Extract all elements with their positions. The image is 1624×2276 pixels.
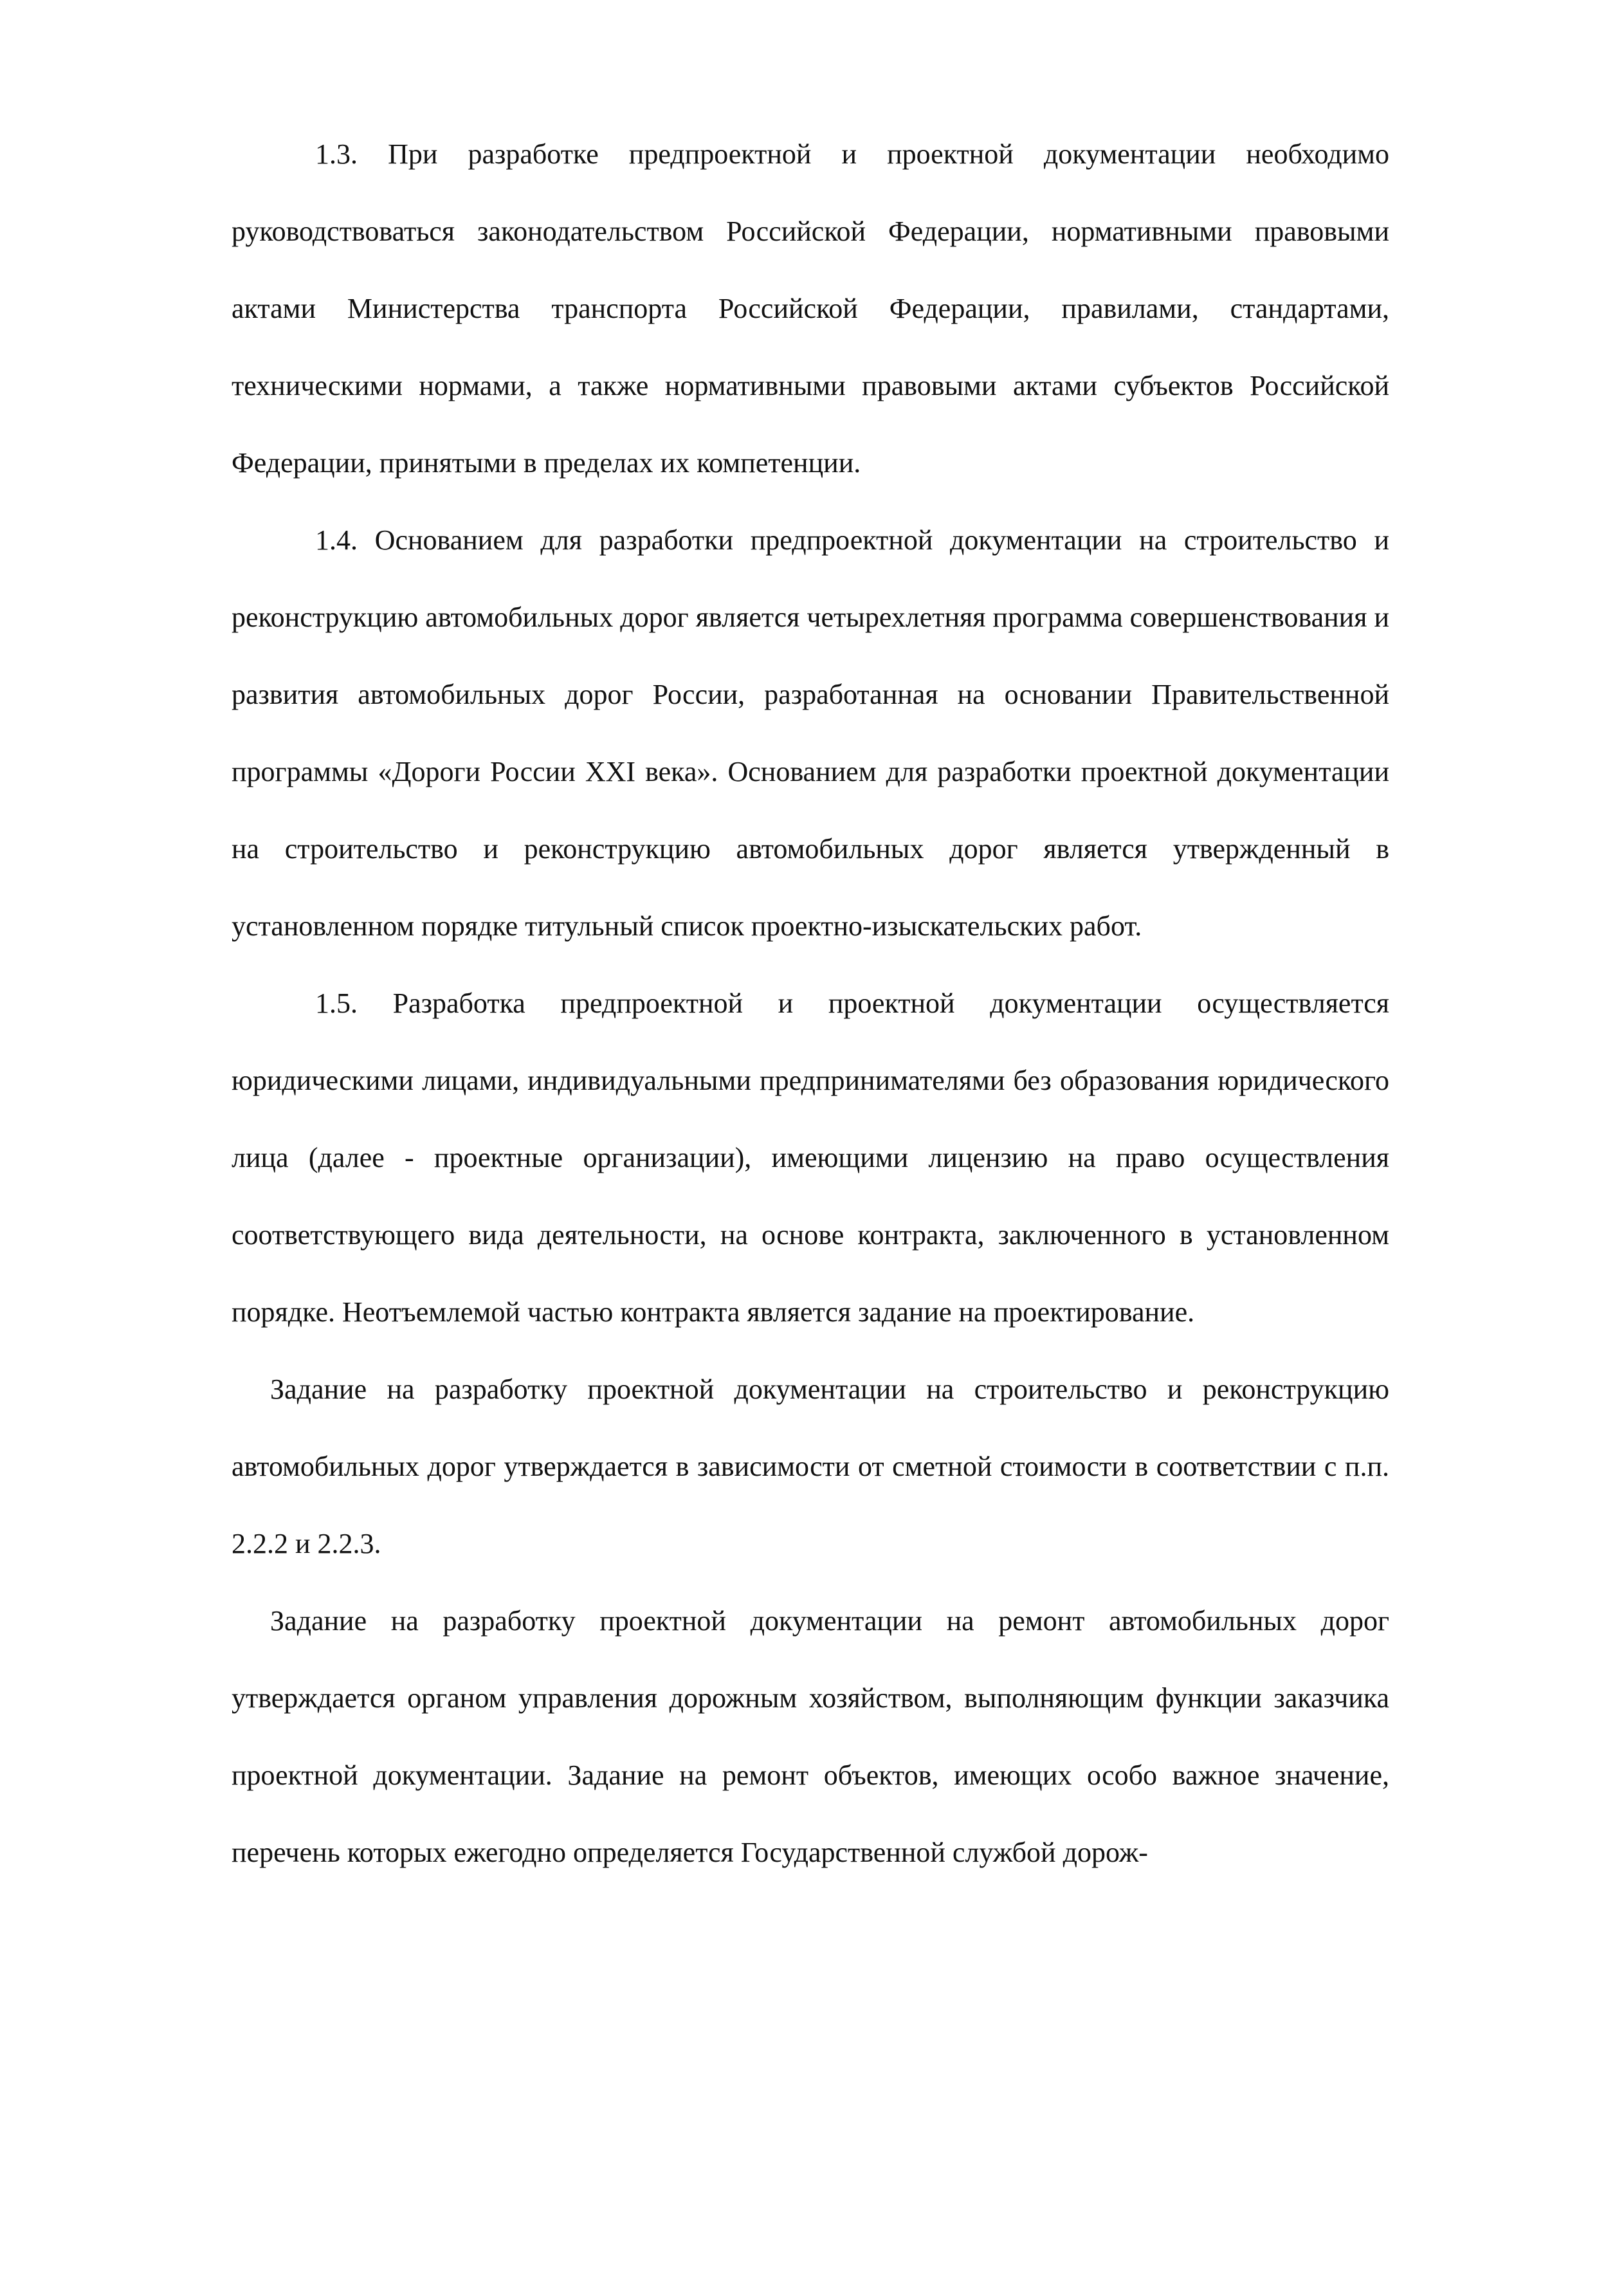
paragraph-1-3: 1.3. При разработке предпроектной и проектной документации необходимо руководствоваться законодательством Российской Федерации, нормативными правовыми актами Министерства транспорта Российской Федерации, правилами, стандартами, техническими нормами, а также нормативными правовыми актами субъектов Российской Федерации, принятыми в пределах их компетенции. xyxy=(232,138,1389,479)
paragraph-repair-task: Задание на разработку проектной документации на ремонт автомобильных дорог утверждается органом управления дорожным хозяйством, выполняющим функции заказчика проектной документации. Задание на ремонт объектов, имеющих особо важное значение, перечень которых ежегодно определяется Государственной службой дорож- xyxy=(232,1605,1389,1868)
paragraph-construction-task: Задание на разработку проектной документации на строительство и реконструкцию автомобильных дорог утверждается в зависимости от сметной стоимости в соответствии с п.п. 2.2.2 и 2.2.3. xyxy=(232,1373,1389,1559)
document-body xyxy=(232,116,1389,1891)
paragraph-1-4: 1.4. Основанием для разработки предпроектной документации на строительство и реконструкцию автомобильных дорог является четырехлетняя программа совершенствования и развития автомобильных дорог России, разработанная на основании Правительственной программы «Дороги России XXI века». Основанием для разработки проектной документации на строительство и реконструкцию автомобильных дорог является утвержденный в установленном порядке титульный список проектно-изыскательских работ. xyxy=(232,524,1389,942)
paragraph-1-5: 1.5. Разработка предпроектной и проектной документации осуществляется юридическими лицами, индивидуальными предпринимателями без образования юридического лица (далее - проектные организации), имеющими лицензию на право осуществления соответствующего вида деятельности, на основе контракта, заключенного в установленном порядке. Неотъемлемой частью контракта является задание на проектирование. xyxy=(232,987,1389,1328)
